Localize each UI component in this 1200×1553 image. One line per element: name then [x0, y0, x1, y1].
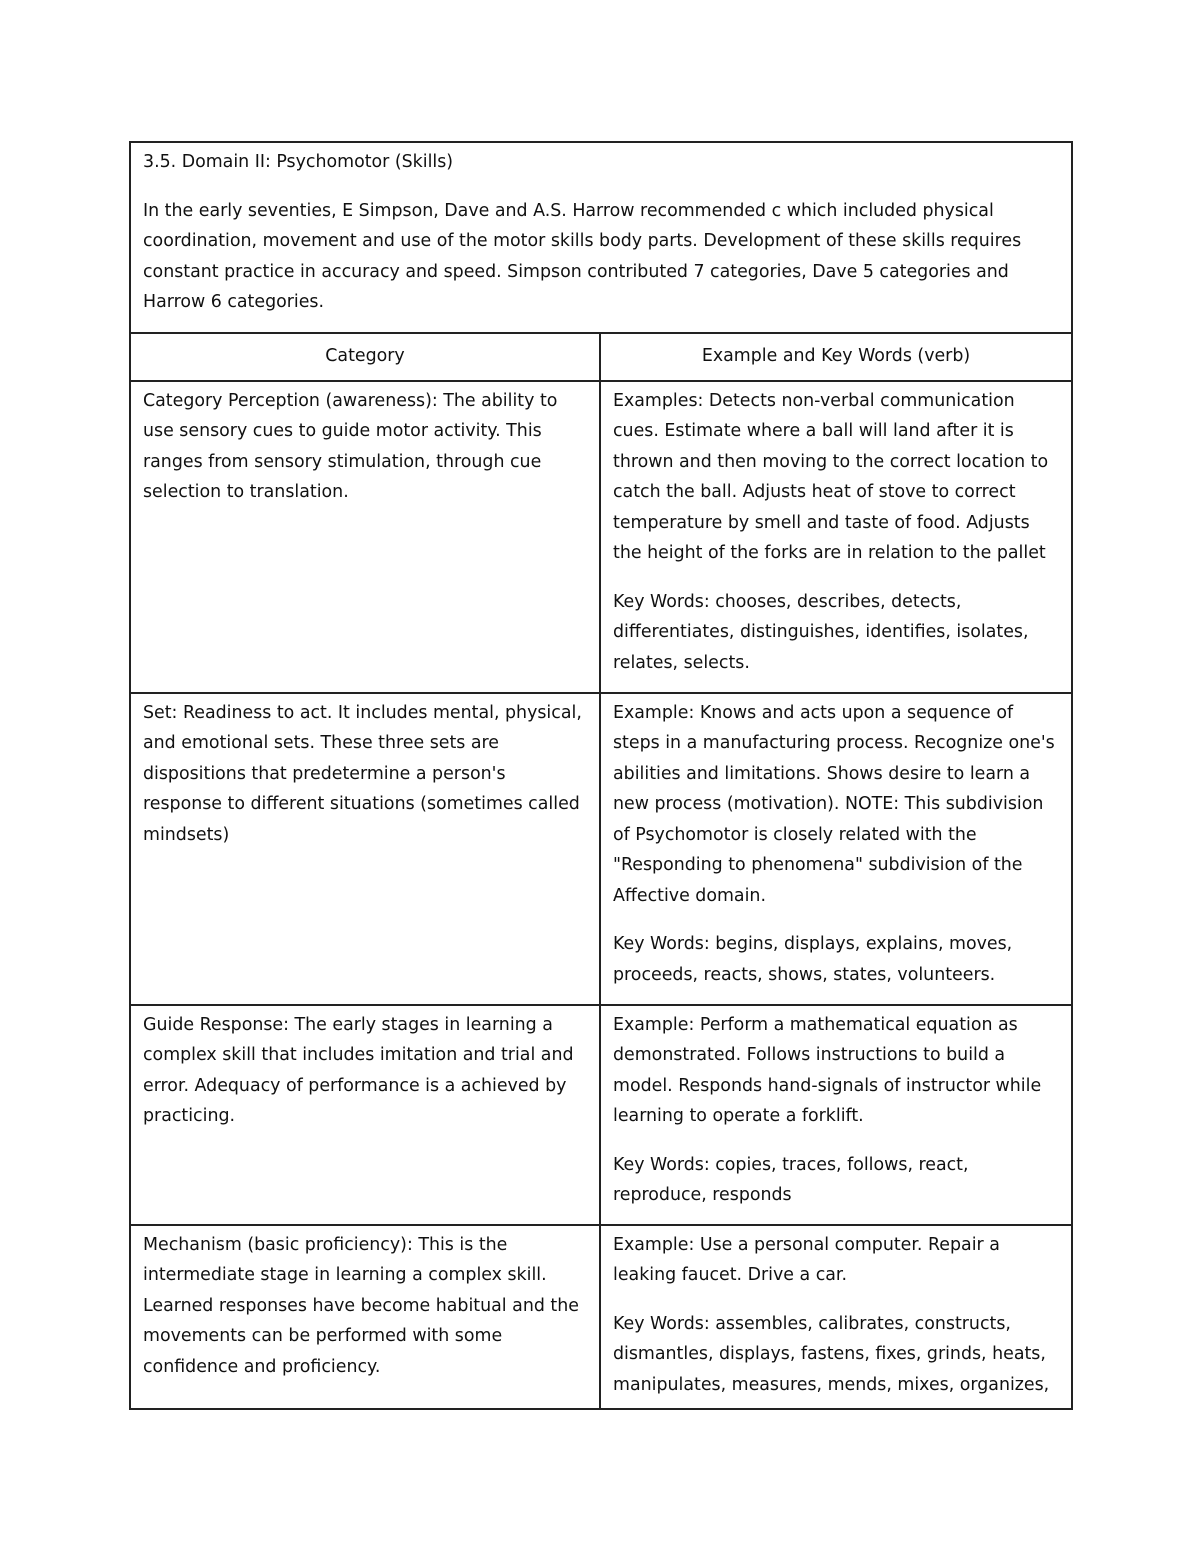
psychomotor-domain-table [129, 141, 1073, 1410]
category-cell [130, 1225, 600, 1410]
category-text: Category Perception (awareness): The ability to use sensory cues to guide motor activity. This ranges from sensory stimulation, through cue selection to translation. [143, 390, 558, 502]
table-row [130, 381, 1072, 693]
header-row [130, 333, 1072, 381]
table-row [130, 1225, 1072, 1410]
intro-row [130, 142, 1072, 333]
table-row [130, 1005, 1072, 1225]
table-row [130, 693, 1072, 1005]
example-cell [600, 693, 1072, 1005]
example-cell [600, 381, 1072, 693]
example-text: Examples: Detects non-verbal communication cues. Estimate where a ball will land after it is thrown and then moving to the correct location to catch the ball. Adjusts heat of stove to correct temperature by smell and taste of food. Adjusts the height of the forks are in relation to the pallet [613, 390, 1049, 563]
category-text: Guide Response: The early stages in learning a complex skill that includes imitation and trial and error. Adequacy of performance is a achieved by practicing. [143, 1014, 574, 1126]
keywords-text: Key Words: copies, traces, follows, react, reproduce, responds [613, 1154, 969, 1205]
category-cell [130, 381, 600, 693]
category-cell [130, 693, 600, 1005]
section-title: 3.5. Domain II: Psychomotor (Skills) [143, 152, 454, 172]
keywords-text: Key Words: begins, displays, explains, moves, proceeds, reacts, shows, states, volunteers. [613, 934, 1013, 985]
column-header-example: Example and Key Words (verb) [600, 333, 1072, 381]
category-text: Mechanism (basic proficiency): This is the intermediate stage in learning a complex skill. Learned responses have become habitual and the movements can be performed with some confidence and proficiency. [143, 1234, 579, 1377]
intro-paragraph: In the early seventies, E Simpson, Dave and A.S. Harrow recommended c which included physical coordination, movement and use of the motor skills body parts. Development of these skills requires constant practice in accuracy and speed. Simpson contributed 7 categories, Dave 5 categories and Harrow 6 categories. [143, 200, 1022, 312]
keywords-text: Key Words: chooses, describes, detects, differentiates, distinguishes, identifies, isolates, relates, selects. [613, 591, 1029, 673]
column-header-category: Category [130, 333, 600, 381]
example-cell [600, 1005, 1072, 1225]
category-text: Set: Readiness to act. It includes mental, physical, and emotional sets. These three sets are dispositions that predetermine a person's response to different situations (sometimes called mindsets) [143, 702, 582, 845]
category-cell [130, 1005, 600, 1225]
intro-cell [130, 142, 1072, 333]
example-text: Example: Knows and acts upon a sequence of steps in a manufacturing process. Recognize one's abilities and limitations. Shows desire to learn a new process (motivation). NOTE: This subdivision of Psychomotor is closely related with the "Responding to phenomena" subdivision of the Affective domain. [613, 702, 1055, 906]
keywords-text: Key Words: assembles, calibrates, constructs, dismantles, displays, fastens, fixes, grinds, heats, manipulates, measures, mends, mixes, organizes, [613, 1313, 1050, 1395]
example-text: Example: Perform a mathematical equation as demonstrated. Follows instructions to build a model. Responds hand-signals of instructor while learning to operate a forklift. [613, 1014, 1042, 1126]
example-cell [600, 1225, 1072, 1410]
example-text: Example: Use a personal computer. Repair a leaking faucet. Drive a car. [613, 1234, 1000, 1285]
